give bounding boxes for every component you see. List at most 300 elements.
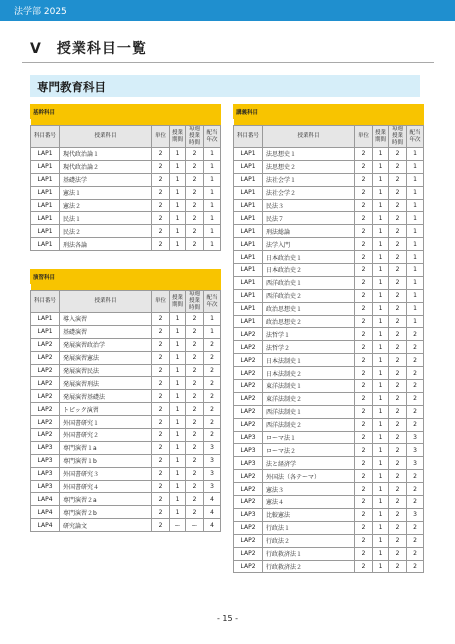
course-name-cell: 発展演習政治学 — [60, 338, 152, 351]
credits-cell: 2 — [355, 483, 373, 496]
term-cell: 1 — [170, 364, 186, 377]
term-cell: 1 — [170, 160, 186, 173]
course-name-cell: 発展演習刑法 — [60, 377, 152, 390]
term-cell: 1 — [373, 328, 389, 341]
course-number-cell: LAP3 — [31, 454, 60, 467]
course-name-cell: 比較憲法 — [263, 508, 355, 521]
term-cell: 1 — [170, 325, 186, 338]
term-cell: 1 — [170, 493, 186, 506]
table-row — [234, 148, 424, 161]
course-name-cell: 法思想史１ — [263, 148, 355, 161]
course-number-cell: LAP1 — [234, 251, 263, 264]
year-cell: 1 — [204, 225, 221, 238]
table-row — [234, 328, 424, 341]
column-header-weekly-hours: 毎週授業時間 — [186, 126, 204, 148]
weekly-hours-cell: 2 — [186, 416, 204, 429]
course-number-cell: LAP2 — [31, 364, 60, 377]
weekly-hours-cell: 2 — [389, 148, 407, 161]
weekly-hours-cell: 2 — [389, 302, 407, 315]
header-bar — [0, 0, 455, 21]
page-number: - 15 - — [216, 614, 239, 623]
table-row — [234, 289, 424, 302]
faculty-year-label: 法学部 2025 — [14, 7, 67, 17]
year-cell: 2 — [407, 560, 424, 573]
year-cell: 4 — [204, 519, 221, 532]
table-row — [234, 276, 424, 289]
course-number-cell: LAP3 — [234, 457, 263, 470]
year-cell: 1 — [204, 173, 221, 186]
column-header-credits: 単位 — [152, 126, 170, 148]
credits-cell: 2 — [152, 403, 170, 416]
term-cell: 1 — [373, 547, 389, 560]
weekly-hours-cell: 2 — [389, 496, 407, 509]
weekly-hours-cell: 2 — [186, 173, 204, 186]
credits-cell: 2 — [355, 276, 373, 289]
year-cell: 1 — [204, 238, 221, 251]
table-row — [31, 403, 221, 416]
credits-cell: 2 — [355, 457, 373, 470]
course-number-cell: LAP2 — [31, 390, 60, 403]
year-cell: 2 — [407, 483, 424, 496]
table-row — [31, 467, 221, 480]
credits-cell: 2 — [152, 454, 170, 467]
credits-cell: 2 — [355, 199, 373, 212]
table-row — [234, 521, 424, 534]
credits-cell: 2 — [152, 351, 170, 364]
table-row — [31, 173, 221, 186]
year-cell: 1 — [204, 313, 221, 326]
column-header-weekly-hours: 毎週授業時間 — [186, 291, 204, 313]
table-row — [234, 212, 424, 225]
course-name-cell: ローマ法２ — [263, 444, 355, 457]
term-cell: 1 — [373, 302, 389, 315]
credits-cell: 2 — [355, 392, 373, 405]
column-header-year: 配当年次 — [407, 126, 424, 148]
course-name-cell: 専門演習１a — [60, 441, 152, 454]
year-cell: 3 — [204, 441, 221, 454]
course-number-cell: LAP3 — [234, 508, 263, 521]
course-name-cell: ローマ法１ — [263, 431, 355, 444]
weekly-hours-cell: 2 — [186, 441, 204, 454]
course-number-cell: LAP1 — [31, 199, 60, 212]
weekly-hours-cell: 2 — [389, 508, 407, 521]
credits-cell: 2 — [355, 444, 373, 457]
course-number-cell: LAP2 — [31, 351, 60, 364]
column-header-course-number: 科目番号 — [31, 291, 60, 313]
credits-cell: 2 — [152, 338, 170, 351]
year-cell: 3 — [407, 508, 424, 521]
credits-cell: 2 — [355, 328, 373, 341]
table-row — [31, 441, 221, 454]
weekly-hours-cell: 2 — [186, 454, 204, 467]
year-cell: 1 — [407, 251, 424, 264]
year-cell: 2 — [204, 338, 221, 351]
table-title: 講義科目 — [234, 105, 424, 119]
course-name-cell: 発展演習民法 — [60, 364, 152, 377]
credits-cell: 2 — [152, 441, 170, 454]
column-header-course-number: 科目番号 — [234, 126, 263, 148]
course-name-cell: 政治思想史２ — [263, 315, 355, 328]
weekly-hours-cell: 2 — [389, 547, 407, 560]
credits-cell: 2 — [355, 315, 373, 328]
course-number-cell: LAP3 — [31, 480, 60, 493]
weekly-hours-cell: 2 — [389, 367, 407, 380]
course-number-cell: LAP1 — [234, 315, 263, 328]
course-name-cell: 日本法制史１ — [263, 354, 355, 367]
table-row — [234, 483, 424, 496]
credits-cell: 2 — [152, 325, 170, 338]
weekly-hours-cell: 2 — [389, 276, 407, 289]
table-row — [234, 418, 424, 431]
year-cell: 2 — [407, 547, 424, 560]
weekly-hours-cell: 2 — [186, 467, 204, 480]
credits-cell: 2 — [152, 480, 170, 493]
credits-cell: 2 — [152, 506, 170, 519]
table-row — [31, 506, 221, 519]
year-cell: 2 — [204, 351, 221, 364]
year-cell: 4 — [204, 506, 221, 519]
column-header-credits: 単位 — [355, 126, 373, 148]
course-name-cell: 専門演習１b — [60, 454, 152, 467]
credits-cell: 2 — [152, 225, 170, 238]
year-cell: 2 — [204, 403, 221, 416]
weekly-hours-cell: 2 — [389, 457, 407, 470]
course-name-cell: 西洋法制史２ — [263, 418, 355, 431]
weekly-hours-cell: 2 — [186, 403, 204, 416]
credits-cell: 2 — [355, 251, 373, 264]
course-name-cell: 外国法（各テーマ） — [263, 470, 355, 483]
term-cell: 1 — [373, 238, 389, 251]
weekly-hours-cell: 2 — [186, 429, 204, 442]
table-row — [31, 212, 221, 225]
term-cell: 1 — [373, 508, 389, 521]
term-cell: 1 — [373, 431, 389, 444]
year-cell: 2 — [407, 380, 424, 393]
category-band — [30, 75, 420, 97]
term-cell: 1 — [373, 315, 389, 328]
title-divider — [22, 62, 434, 63]
term-cell: 1 — [373, 276, 389, 289]
table-row — [31, 351, 221, 364]
term-cell: 1 — [373, 560, 389, 573]
column-header-year: 配当年次 — [204, 126, 221, 148]
term-cell: 1 — [170, 480, 186, 493]
table-row — [234, 302, 424, 315]
course-number-cell: LAP1 — [31, 212, 60, 225]
course-name-cell: 行政救済法２ — [263, 560, 355, 573]
table-row — [31, 186, 221, 199]
weekly-hours-cell: 2 — [389, 186, 407, 199]
course-name-cell: 発展演習憲法 — [60, 351, 152, 364]
credits-cell: 2 — [152, 377, 170, 390]
year-cell: 2 — [407, 354, 424, 367]
credits-cell: 2 — [152, 212, 170, 225]
course-number-cell: LAP1 — [234, 264, 263, 277]
term-cell: 1 — [170, 351, 186, 364]
term-cell: 1 — [170, 186, 186, 199]
credits-cell: 2 — [355, 367, 373, 380]
term-cell: 1 — [373, 380, 389, 393]
course-name-cell: 法社会学１ — [263, 173, 355, 186]
credits-cell: 2 — [355, 186, 373, 199]
credits-cell: 2 — [152, 467, 170, 480]
course-number-cell: LAP2 — [234, 418, 263, 431]
weekly-hours-cell: 2 — [186, 506, 204, 519]
table-row — [234, 315, 424, 328]
course-number-cell: LAP2 — [234, 483, 263, 496]
year-cell: 1 — [407, 148, 424, 161]
credits-cell: 2 — [355, 302, 373, 315]
course-name-cell: 専門演習２b — [60, 506, 152, 519]
credits-cell: 2 — [355, 212, 373, 225]
weekly-hours-cell: 2 — [389, 238, 407, 251]
course-number-cell: LAP1 — [234, 148, 263, 161]
year-cell: 3 — [204, 480, 221, 493]
course-name-cell: 民法１ — [60, 212, 152, 225]
course-name-cell: 基礎法学 — [60, 173, 152, 186]
year-cell: 1 — [407, 173, 424, 186]
weekly-hours-cell: 2 — [186, 351, 204, 364]
table-row — [31, 325, 221, 338]
kogi-course-table — [233, 104, 424, 573]
course-name-cell: 発展演習基礎法 — [60, 390, 152, 403]
weekly-hours-cell: 2 — [389, 470, 407, 483]
page-title: Ⅴ 授業科目一覧 — [30, 41, 147, 57]
course-name-cell: 東洋法制史１ — [263, 380, 355, 393]
weekly-hours-cell: 2 — [186, 160, 204, 173]
enshu-course-table — [30, 269, 221, 532]
course-name-cell: 外国書研究１ — [60, 416, 152, 429]
weekly-hours-cell: 2 — [186, 325, 204, 338]
course-number-cell: LAP2 — [234, 341, 263, 354]
weekly-hours-cell: 2 — [389, 534, 407, 547]
course-number-cell: LAP1 — [234, 199, 263, 212]
course-number-cell: LAP2 — [234, 354, 263, 367]
credits-cell: 2 — [355, 534, 373, 547]
column-header-course-name: 授業科目 — [263, 126, 355, 148]
table-row — [31, 480, 221, 493]
course-name-cell: 西洋政治史２ — [263, 289, 355, 302]
course-number-cell: LAP3 — [234, 444, 263, 457]
course-name-cell: 行政法２ — [263, 534, 355, 547]
table-row — [234, 457, 424, 470]
course-name-cell: 外国書研究３ — [60, 467, 152, 480]
course-number-cell: LAP2 — [234, 560, 263, 573]
weekly-hours-cell: 2 — [389, 560, 407, 573]
year-cell: 2 — [407, 418, 424, 431]
course-number-cell: LAP1 — [234, 302, 263, 315]
weekly-hours-cell: 2 — [389, 251, 407, 264]
table-row — [234, 405, 424, 418]
credits-cell: 2 — [355, 521, 373, 534]
course-number-cell: LAP1 — [234, 186, 263, 199]
term-cell: 1 — [170, 225, 186, 238]
course-number-cell: LAP1 — [234, 238, 263, 251]
weekly-hours-cell: 2 — [186, 377, 204, 390]
table-row — [31, 313, 221, 326]
column-header-course-name: 授業科目 — [60, 291, 152, 313]
table-row — [234, 496, 424, 509]
year-cell: 1 — [407, 225, 424, 238]
year-cell: 2 — [407, 405, 424, 418]
course-name-cell: 民法２ — [60, 225, 152, 238]
year-cell: 1 — [204, 199, 221, 212]
weekly-hours-cell: 2 — [389, 392, 407, 405]
term-cell: 1 — [170, 199, 186, 212]
term-cell: 1 — [373, 148, 389, 161]
credits-cell: 2 — [355, 431, 373, 444]
course-name-cell: 憲法２ — [60, 199, 152, 212]
course-number-cell: LAP4 — [31, 493, 60, 506]
course-name-cell: 憲法３ — [263, 483, 355, 496]
table-row — [31, 390, 221, 403]
term-cell: 1 — [170, 212, 186, 225]
credits-cell: 2 — [355, 225, 373, 238]
course-name-cell: 専門演習２a — [60, 493, 152, 506]
term-cell: 1 — [373, 225, 389, 238]
weekly-hours-cell: 2 — [389, 380, 407, 393]
column-header-year: 配当年次 — [204, 291, 221, 313]
table-row — [31, 454, 221, 467]
column-header-term: 授業期間 — [170, 126, 186, 148]
weekly-hours-cell: 2 — [389, 418, 407, 431]
term-cell: ー — [170, 519, 186, 532]
weekly-hours-cell: 2 — [389, 444, 407, 457]
term-cell: 1 — [170, 403, 186, 416]
weekly-hours-cell: 2 — [389, 264, 407, 277]
table-row — [234, 534, 424, 547]
course-number-cell: LAP2 — [234, 521, 263, 534]
course-name-cell: 憲法４ — [263, 496, 355, 509]
credits-cell: 2 — [355, 470, 373, 483]
course-number-cell: LAP1 — [234, 173, 263, 186]
year-cell: 1 — [204, 186, 221, 199]
weekly-hours-cell: 2 — [186, 364, 204, 377]
course-number-cell: LAP2 — [234, 470, 263, 483]
course-name-cell: 日本法制史２ — [263, 367, 355, 380]
year-cell: 2 — [407, 521, 424, 534]
credits-cell: 2 — [152, 416, 170, 429]
credits-cell: 2 — [355, 289, 373, 302]
course-name-cell: 行政救済法１ — [263, 547, 355, 560]
year-cell: 1 — [204, 160, 221, 173]
term-cell: 1 — [373, 212, 389, 225]
credits-cell: 2 — [152, 238, 170, 251]
term-cell: 1 — [373, 392, 389, 405]
term-cell: 1 — [373, 199, 389, 212]
course-name-cell: 基礎演習 — [60, 325, 152, 338]
credits-cell: 2 — [355, 508, 373, 521]
table-row — [234, 367, 424, 380]
course-number-cell: LAP4 — [31, 519, 60, 532]
weekly-hours-cell: 2 — [389, 354, 407, 367]
course-name-cell: 法哲学２ — [263, 341, 355, 354]
weekly-hours-cell: 2 — [186, 238, 204, 251]
year-cell: 1 — [407, 160, 424, 173]
table-row — [234, 508, 424, 521]
credits-cell: 2 — [152, 148, 170, 161]
table-row — [234, 251, 424, 264]
term-cell: 1 — [170, 390, 186, 403]
term-cell: 1 — [373, 251, 389, 264]
table-row — [234, 470, 424, 483]
credits-cell: 2 — [355, 264, 373, 277]
credits-cell: 2 — [152, 199, 170, 212]
year-cell: 2 — [204, 429, 221, 442]
credits-cell: 2 — [355, 560, 373, 573]
course-number-cell: LAP1 — [31, 148, 60, 161]
term-cell: 1 — [373, 289, 389, 302]
credits-cell: 2 — [355, 405, 373, 418]
course-number-cell: LAP2 — [234, 367, 263, 380]
year-cell: 2 — [407, 367, 424, 380]
course-number-cell: LAP2 — [31, 377, 60, 390]
year-cell: 1 — [407, 289, 424, 302]
year-cell: 2 — [204, 364, 221, 377]
course-number-cell: LAP1 — [31, 325, 60, 338]
term-cell: 1 — [373, 496, 389, 509]
weekly-hours-cell: 2 — [186, 493, 204, 506]
weekly-hours-cell: 2 — [186, 338, 204, 351]
term-cell: 1 — [170, 416, 186, 429]
column-header-term: 授業期間 — [373, 126, 389, 148]
table-title: 演習科目 — [31, 270, 221, 284]
year-cell: 3 — [204, 454, 221, 467]
course-number-cell: LAP1 — [31, 173, 60, 186]
course-number-cell: LAP2 — [234, 534, 263, 547]
table-row — [234, 199, 424, 212]
table-title: 基幹科目 — [31, 105, 221, 119]
term-cell: 1 — [373, 470, 389, 483]
course-name-cell: 法学入門 — [263, 238, 355, 251]
course-name-cell: 刑法各論 — [60, 238, 152, 251]
term-cell: 1 — [373, 173, 389, 186]
term-cell: 1 — [373, 444, 389, 457]
course-name-cell: 導入演習 — [60, 313, 152, 326]
table-row — [234, 186, 424, 199]
column-header-weekly-hours: 毎週授業時間 — [389, 126, 407, 148]
course-name-cell: 憲法１ — [60, 186, 152, 199]
table-row — [234, 341, 424, 354]
weekly-hours-cell: 2 — [186, 313, 204, 326]
weekly-hours-cell: 2 — [186, 212, 204, 225]
credits-cell: 2 — [355, 148, 373, 161]
course-name-cell: 現代政治論２ — [60, 160, 152, 173]
kiso-course-table — [30, 104, 221, 251]
course-number-cell: LAP2 — [234, 547, 263, 560]
course-name-cell: 現代政治論１ — [60, 148, 152, 161]
term-cell: 1 — [170, 238, 186, 251]
term-cell: 1 — [170, 338, 186, 351]
weekly-hours-cell: 2 — [389, 315, 407, 328]
course-number-cell: LAP2 — [234, 380, 263, 393]
weekly-hours-cell: 2 — [389, 225, 407, 238]
table-row — [234, 431, 424, 444]
credits-cell: 2 — [355, 418, 373, 431]
table-row — [234, 264, 424, 277]
year-cell: 2 — [407, 341, 424, 354]
course-number-cell: LAP2 — [234, 392, 263, 405]
weekly-hours-cell: 2 — [186, 390, 204, 403]
table-row — [31, 429, 221, 442]
course-number-cell: LAP1 — [234, 212, 263, 225]
year-cell: 1 — [407, 264, 424, 277]
course-name-cell: 東洋法制史２ — [263, 392, 355, 405]
course-name-cell: 西洋政治史１ — [263, 276, 355, 289]
category-title: 専門教育科目 — [37, 80, 106, 94]
year-cell: 3 — [407, 457, 424, 470]
year-cell: 1 — [407, 238, 424, 251]
